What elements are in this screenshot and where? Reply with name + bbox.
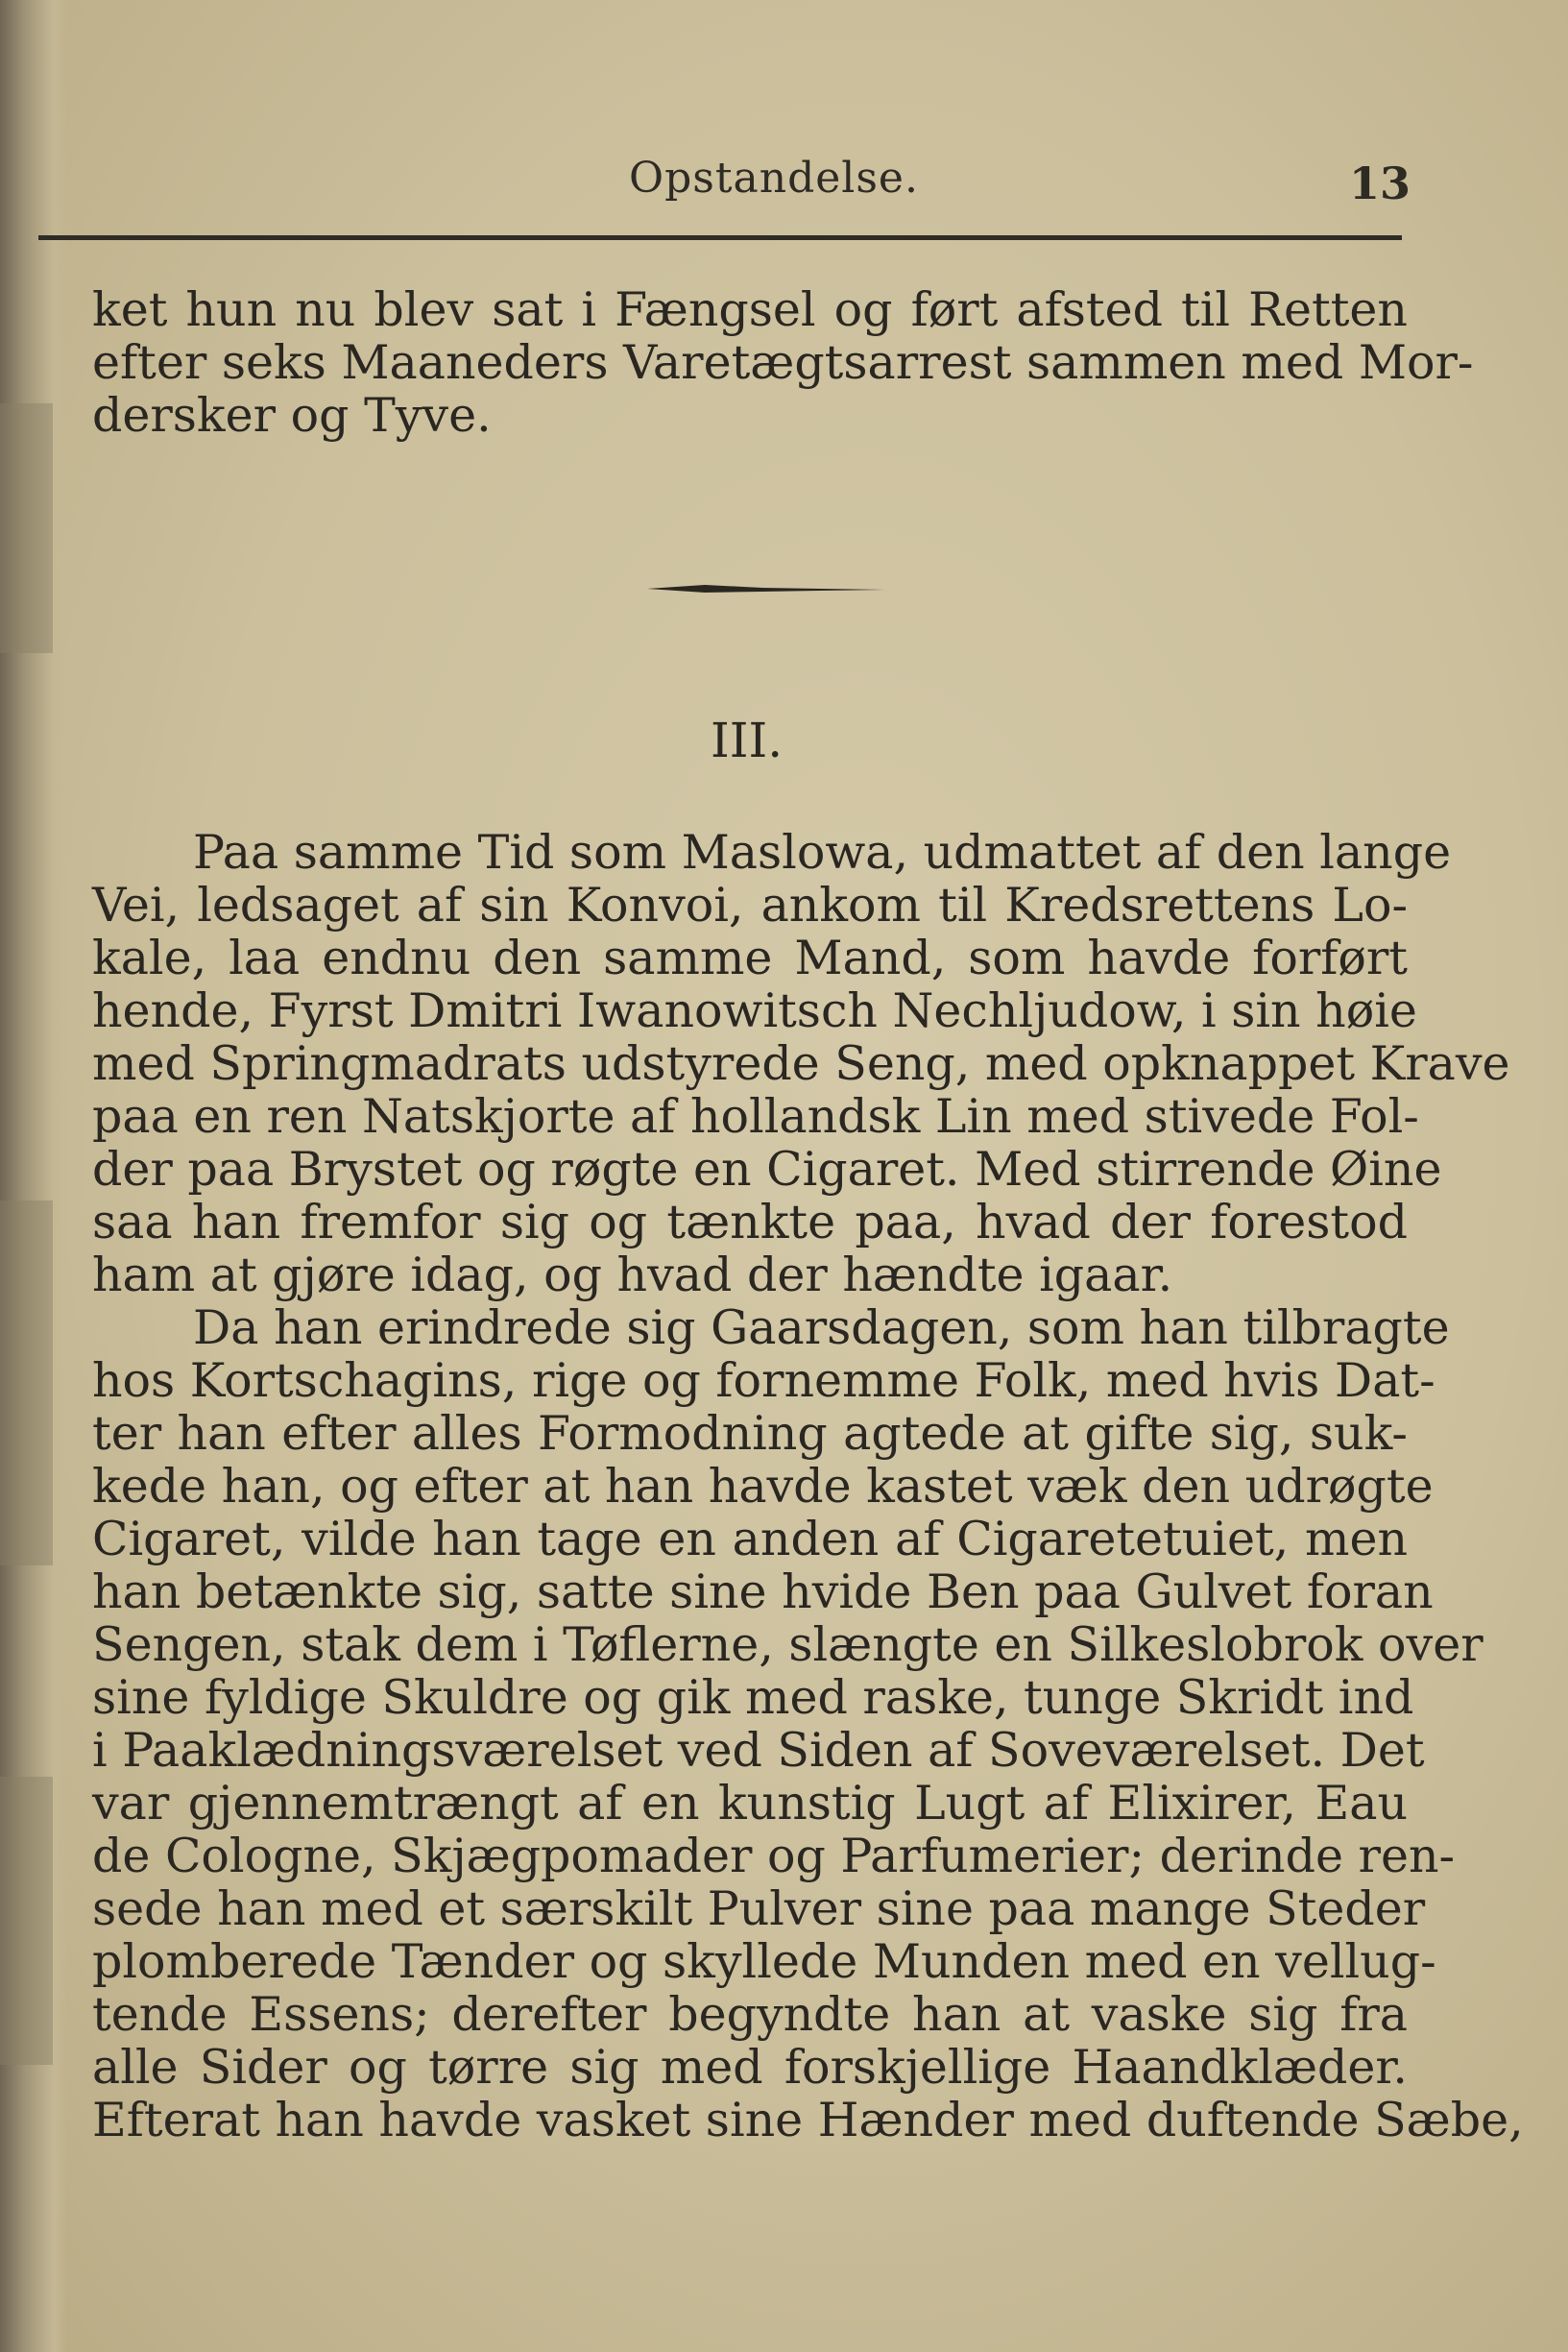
text-line: der paa Brystet og røgte en Cigaret. Med stirrende Øine <box>92 1142 1442 1197</box>
text-line: kede han, og efter at han havde kastet væk den udrøgte <box>92 1459 1434 1514</box>
text-line: hos Kortschagins, rige og fornemme Folk, med hvis Dat- <box>92 1353 1435 1408</box>
text-line: saa han fremfor sig og tænkte paa, hvad der forestod <box>92 1195 1408 1249</box>
text-line: Cigaret, vilde han tage en anden af Cigaretetuiet, men <box>92 1512 1408 1566</box>
text-line: Efterat han havde vasket sine Hænder med duftende Sæbe, <box>92 2093 1524 2147</box>
text-line: Vei, ledsaget af sin Konvoi, ankom til Kredsrettens Lo- <box>92 878 1408 933</box>
text-line: ham at gjøre idag, og hvad der hændte igaar. <box>92 1248 1173 1302</box>
text-line: med Springmadrats udstyrede Seng, med opknappet Krave <box>92 1036 1510 1091</box>
page-number: 13 <box>1349 158 1411 209</box>
text-line: Paa samme Tid som Maslowa, udmattet af den lange <box>193 825 1452 880</box>
text-line: alle Sider og tørre sig med forskjellige Haandklæder. <box>92 2040 1408 2095</box>
header-rule <box>38 235 1402 240</box>
text-line: Da han erindrede sig Gaarsdagen, som han tilbragte <box>193 1300 1450 1355</box>
paragraph-2 <box>92 1300 1524 2147</box>
text-line: plomberede Tænder og skyllede Munden med en vellug- <box>92 1934 1436 1989</box>
text-line: paa en ren Natskjorte af hollandsk Lin med stivede Fol- <box>92 1089 1419 1144</box>
page-stain <box>0 403 53 653</box>
running-head-title: Opstandelse. <box>629 154 919 203</box>
section-ornament <box>647 582 885 595</box>
text-line: hende, Fyrst Dmitri Iwanowitsch Nechljudow, i sin høie <box>92 983 1417 1038</box>
text-line: var gjennemtrængt af en kunstig Lugt af Elixirer, Eau <box>92 1776 1408 1831</box>
running-head <box>0 154 1568 211</box>
text-line: han betænkte sig, satte sine hvide Ben paa Gulvet foran <box>92 1564 1434 1619</box>
text-line: Sengen, stak dem i Tøflerne, slængte en Silkeslobrok over <box>92 1617 1484 1672</box>
section-number: III. <box>711 713 784 768</box>
text-line: kale, laa endnu den samme Mand, som havde forført <box>92 931 1408 985</box>
page-stain <box>0 1200 53 1565</box>
page-stain <box>0 1777 53 2065</box>
text-line: sine fyldige Skuldre og gik med raske, tunge Skridt ind <box>92 1670 1414 1725</box>
text-line: de Cologne, Skjægpomader og Parfumerier; derinde ren- <box>92 1829 1456 1883</box>
text-line: ter han efter alles Formodning agtede at gifte sig, suk- <box>92 1406 1408 1461</box>
text-line: sede han med et særskilt Pulver sine paa mange Steder <box>92 1881 1426 1936</box>
text-line: i Paaklædningsværelset ved Siden af Soveværelset. Det <box>92 1723 1425 1778</box>
text-line: efter seks Maaneders Varetægtsarrest sammen med Mor- <box>92 335 1474 390</box>
text-line: dersker og Tyve. <box>92 388 492 443</box>
paragraph-1 <box>92 825 1510 1302</box>
text-line: tende Essens; derefter begyndte han at vaske sig fra <box>92 1987 1408 2042</box>
text-line: ket hun nu blev sat i Fængsel og ført afsted til Retten <box>92 282 1408 337</box>
top-paragraph <box>92 282 1474 443</box>
